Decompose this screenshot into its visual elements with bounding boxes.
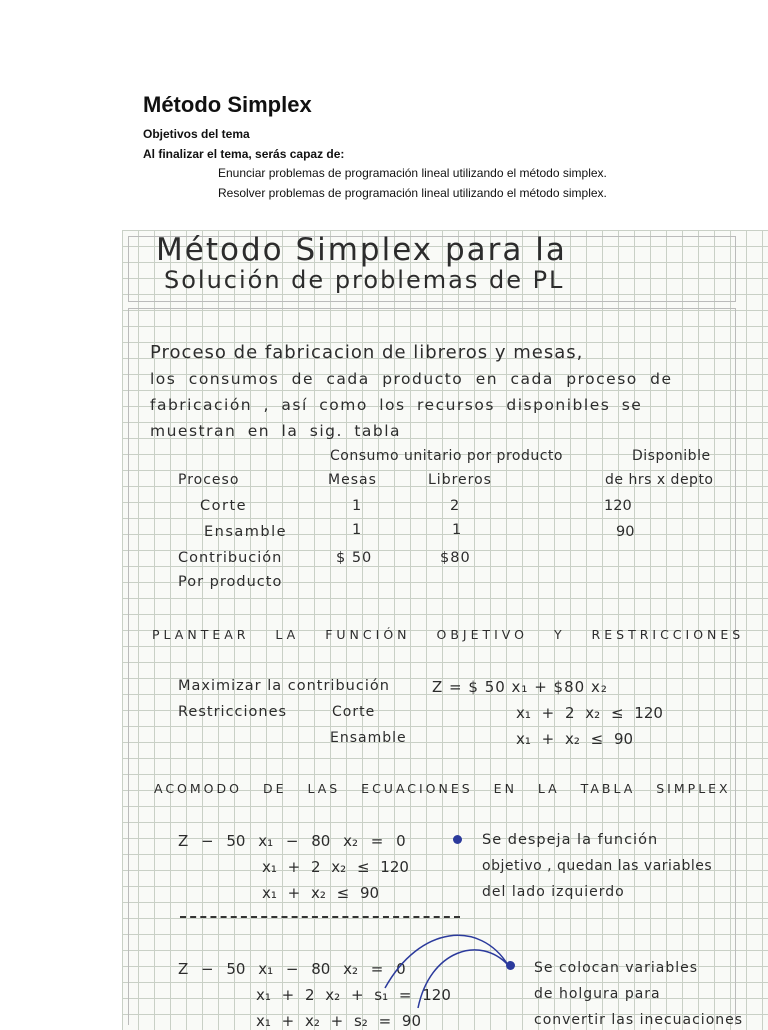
restrictions-label: Restricciones xyxy=(178,704,288,720)
section-heading: ACOMODO DE LAS ECUACIONES EN LA TABLA SIMPLEX xyxy=(154,781,731,796)
note-line: de holgura para xyxy=(534,986,661,1002)
paragraph-line: muestran en la sig. tabla xyxy=(150,422,402,440)
contribution-label: Contribución xyxy=(178,550,283,566)
table-col-libreros: Libreros xyxy=(428,472,492,488)
objective-item: Resolver problemas de programación lineal utilizando el método simplex. xyxy=(218,186,607,200)
table-available-header: Disponible xyxy=(632,448,711,464)
section-heading: PLANTEAR LA FUNCIÓN OBJETIVO Y RESTRICCIONES xyxy=(152,627,745,642)
note-line: Se despeja la función xyxy=(482,832,659,848)
note-line: convertir las inecuaciones xyxy=(534,1012,744,1028)
equation: x₁ + 2 x₂ + s₁ = 120 xyxy=(256,986,451,1004)
restriction-label: Corte xyxy=(332,704,376,720)
objective-function: Z = $ 50 x₁ + $80 x₂ xyxy=(432,678,608,696)
equation: x₁ + x₂ + s₂ = 90 xyxy=(256,1012,422,1030)
page-title: Método Simplex xyxy=(143,92,312,117)
restriction: x₁ + 2 x₂ ≤ 120 xyxy=(516,704,663,722)
table-row-name: Ensamble xyxy=(204,524,288,540)
table-col-mesas: Mesas xyxy=(328,472,377,488)
table-cell: 1 xyxy=(352,498,362,514)
note-line: Se colocan variables xyxy=(534,960,699,976)
table-row-name: Corte xyxy=(200,498,248,514)
table-cell: $80 xyxy=(440,550,471,566)
arrow-marker xyxy=(506,961,515,970)
table-cell: 120 xyxy=(604,498,632,514)
table-col-hrs: de hrs x depto xyxy=(605,472,714,488)
restriction: x₁ + x₂ ≤ 90 xyxy=(516,730,634,748)
equation: Z − 50 x₁ − 80 x₂ = 0 xyxy=(178,960,406,978)
table-cell: 90 xyxy=(616,524,635,540)
note-line: objetivo , quedan las variables xyxy=(482,858,713,874)
paragraph-line: los consumos de cada producto en cada proceso de xyxy=(150,370,673,388)
table-cell: 1 xyxy=(452,522,462,538)
table-cell: 2 xyxy=(450,498,460,514)
equation: Z − 50 x₁ − 80 x₂ = 0 xyxy=(178,832,406,850)
note-line: del lado izquierdo xyxy=(482,884,625,900)
objectives-heading: Objetivos del tema xyxy=(143,127,250,141)
notes-title-line1: Método Simplex para la xyxy=(156,232,567,268)
notes-title-line2: Solución de problemas de PL xyxy=(164,266,565,294)
table-cell: 1 xyxy=(352,522,362,538)
table-cell: $ 50 xyxy=(336,550,373,566)
contribution-label: Por producto xyxy=(178,574,283,590)
paragraph-line: Proceso de fabricacion de libreros y mesas, xyxy=(150,342,584,363)
table-col-proceso: Proceso xyxy=(178,472,240,488)
objective-item: Enunciar problemas de programación lineal utilizando el método simplex. xyxy=(218,166,607,180)
objectives-intro: Al finalizar el tema, serás capaz de: xyxy=(143,147,345,161)
table-group-header: Consumo unitario por producto xyxy=(330,448,563,464)
equation: x₁ + 2 x₂ ≤ 120 xyxy=(262,858,409,876)
restriction-label: Ensamble xyxy=(330,730,407,746)
maximize-label: Maximizar la contribución xyxy=(178,678,390,694)
equation: x₁ + x₂ ≤ 90 xyxy=(262,884,380,902)
paragraph-line: fabricación , así como los recursos disponibles se xyxy=(150,396,643,414)
